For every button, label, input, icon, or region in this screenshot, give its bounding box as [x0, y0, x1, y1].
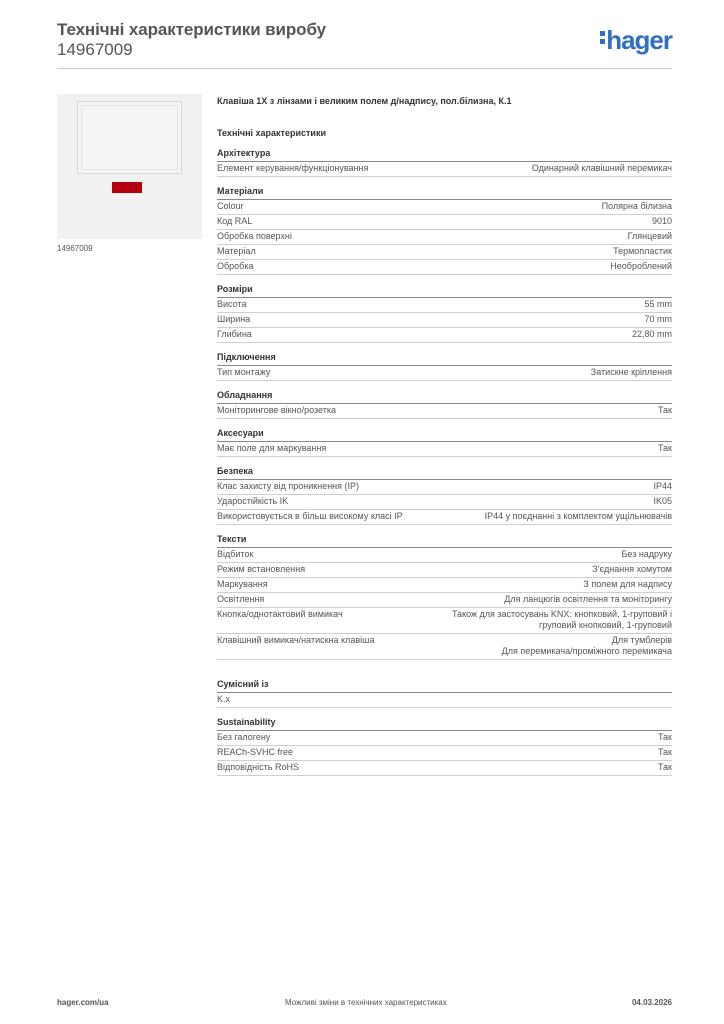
- spec-value: [583, 579, 672, 590]
- spec-value-line: Для тумблерів: [611, 635, 672, 645]
- spec-row: [217, 230, 672, 245]
- spec-label: Маркування: [217, 579, 268, 589]
- spec-value-line: Для ланцюгів освітлення та моніторингу: [504, 594, 672, 604]
- spec-row: [217, 693, 672, 708]
- spec-label: Клас захисту від проникнення (IP): [217, 481, 360, 491]
- spec-value: [602, 201, 672, 212]
- hager-logo[interactable]: [600, 26, 672, 54]
- spec-group-title: Архітектура: [217, 148, 672, 162]
- spec-group-title: Підключення: [217, 352, 672, 366]
- spec-row: [217, 260, 672, 275]
- spec-value-line: Так: [657, 405, 672, 415]
- spec-label: Режим встановлення: [217, 564, 306, 574]
- spec-label: Код RAL: [217, 216, 253, 226]
- spec-label: Ударостійкість IK: [217, 496, 289, 506]
- spec-row: [217, 298, 672, 313]
- spec-row: [217, 313, 672, 328]
- spec-group: [217, 717, 672, 776]
- spec-group-title: Сумісний із: [217, 679, 672, 693]
- spec-row: [217, 593, 672, 608]
- spec-label: Обробка поверхні: [217, 231, 292, 241]
- spec-row: [217, 328, 672, 343]
- spec-label: Матеріал: [217, 246, 256, 256]
- spec-group: [217, 284, 672, 343]
- spec-value: [658, 443, 672, 454]
- spec-label: Відбиток: [217, 549, 254, 559]
- spec-label: Елемент керування/функціонування: [217, 163, 369, 173]
- spec-label: REACh-SVHC free: [217, 747, 294, 757]
- spec-row: [217, 578, 672, 593]
- spec-label: Має поле для маркування: [217, 443, 327, 453]
- spec-label: Освітлення: [217, 594, 265, 604]
- spec-value-line: Необроблений: [610, 261, 672, 271]
- spec-value-line: Термопластик: [613, 246, 672, 256]
- spec-value-line: Так: [657, 443, 672, 453]
- product-code: 14967009: [57, 40, 133, 59]
- spec-value: [592, 564, 672, 575]
- spec-label: Висота: [217, 299, 247, 309]
- footer-website-link[interactable]: hager.com/ua: [57, 998, 109, 1007]
- spec-content: [217, 94, 672, 776]
- spec-group: [217, 352, 672, 381]
- spec-row: [217, 404, 672, 419]
- spec-value: [610, 261, 672, 272]
- spec-label: Кнопка/однотактовий вимикач: [217, 609, 343, 619]
- spec-row: [217, 480, 672, 495]
- spec-label: Клавішний вимикач/натискна клавіша: [217, 635, 375, 645]
- spec-group-title: Sustainability: [217, 717, 672, 731]
- spec-label: Colour: [217, 201, 244, 211]
- spec-row: [217, 162, 672, 177]
- spec-value-line: IP44 у поєднанні з комплектом ущільнювачів: [484, 511, 672, 521]
- group-spacer: [217, 660, 672, 670]
- spec-value: [632, 329, 672, 340]
- spec-value-line: Так: [657, 747, 672, 757]
- spec-group-title: Безпека: [217, 466, 672, 480]
- spec-group: [217, 466, 672, 525]
- spec-value: [652, 216, 672, 227]
- spec-group-title: Розміри: [217, 284, 672, 298]
- spec-row: [217, 245, 672, 260]
- spec-value: [653, 481, 672, 492]
- spec-group: [217, 148, 672, 177]
- spec-value-line: 55 mm: [644, 299, 672, 309]
- spec-value-line: Полярна білизна: [601, 201, 672, 211]
- spec-row: [217, 761, 672, 776]
- product-image-caption: 14967009: [57, 244, 93, 253]
- spec-label: Моніторингове вікно/розетка: [217, 405, 336, 415]
- spec-row: [217, 746, 672, 761]
- spec-row: [217, 366, 672, 381]
- spec-label: K.x: [217, 694, 231, 704]
- spec-label: Тип монтажу: [217, 367, 271, 377]
- spec-group-title: Тексти: [217, 534, 672, 548]
- spec-row: [217, 200, 672, 215]
- spec-value-line: Також для застосувань KNX: кнопковий, 1-груповий і: [451, 609, 672, 619]
- spec-value: [658, 732, 672, 743]
- footer-date: 04.03.2026: [631, 998, 672, 1007]
- spec-value-line: Так: [657, 762, 672, 772]
- spec-value: [653, 496, 672, 507]
- product-image: [57, 94, 202, 239]
- spec-label: Без галогену: [217, 732, 271, 742]
- spec-value-line: 22,80 mm: [631, 329, 672, 339]
- spec-row: [217, 634, 672, 660]
- spec-value-line: Так: [657, 732, 672, 742]
- spec-group: [217, 390, 672, 419]
- spec-value: [644, 314, 672, 325]
- spec-value: [591, 367, 672, 378]
- spec-value: [658, 762, 672, 773]
- spec-value: [504, 594, 672, 605]
- spec-value-line: Для перемикача/проміжного перемикача: [501, 646, 672, 656]
- footer-notice: Можливі зміни в технічних характеристиках: [285, 998, 447, 1007]
- spec-value-line: Одинарний клавішний перемикач: [531, 163, 672, 173]
- spec-value-line: Без надруку: [621, 549, 672, 559]
- spec-value-line: 70 mm: [644, 314, 672, 324]
- spec-value-line: Затискне кріплення: [590, 367, 672, 377]
- spec-value-line: З'єднання хомутом: [592, 564, 672, 574]
- logo-dots-icon: [600, 28, 606, 47]
- spec-label: Обробка: [217, 261, 254, 271]
- label-field-frame: [77, 101, 182, 174]
- spec-groups: [217, 148, 672, 776]
- spec-row: [217, 563, 672, 578]
- spec-value: [613, 246, 672, 257]
- spec-value-line: З полем для надпису: [583, 579, 672, 589]
- spec-value-line: IK05: [653, 496, 672, 506]
- product-title: Клавіша 1Х з лінзами і великим полем д/надпису, пол.білизна, К.1: [217, 96, 512, 106]
- section-heading: Технічні характеристики: [217, 128, 326, 138]
- spec-label: Використовується в більш високому класі IP: [217, 511, 403, 521]
- document-header: [57, 20, 326, 60]
- spec-value-line: Глянцевий: [627, 231, 672, 241]
- spec-value: [532, 163, 672, 174]
- spec-group: [217, 679, 672, 708]
- spec-row: [217, 495, 672, 510]
- spec-group-title: Обладнання: [217, 390, 672, 404]
- spec-value: [621, 549, 672, 560]
- spec-value: [452, 609, 672, 631]
- spec-row: [217, 442, 672, 457]
- spec-value: [502, 635, 672, 657]
- spec-row: [217, 510, 672, 525]
- spec-label: Відповідність RoHS: [217, 762, 299, 772]
- spec-row: [217, 608, 672, 634]
- spec-row: [217, 548, 672, 563]
- spec-value: [658, 405, 672, 416]
- spec-value: [658, 747, 672, 758]
- spec-group: [217, 186, 672, 275]
- spec-group-title: Матеріали: [217, 186, 672, 200]
- spec-group: [217, 428, 672, 457]
- red-lens-indicator: [112, 182, 142, 193]
- logo-text: hager: [606, 25, 672, 55]
- spec-row: [217, 731, 672, 746]
- document-title: Технічні характеристики виробу: [57, 20, 326, 39]
- spec-value-line: IP44: [653, 481, 672, 491]
- spec-value: [644, 299, 672, 310]
- spec-group: [217, 534, 672, 660]
- spec-value-line: груповий кнопковий, 1-груповий: [539, 620, 672, 630]
- spec-group-title: Аксесуари: [217, 428, 672, 442]
- spec-label: Глибина: [217, 329, 252, 339]
- spec-row: [217, 215, 672, 230]
- spec-value: [628, 231, 672, 242]
- header-divider: [57, 68, 672, 69]
- spec-label: Ширина: [217, 314, 251, 324]
- spec-value: [485, 511, 672, 522]
- spec-value-line: 9010: [651, 216, 672, 226]
